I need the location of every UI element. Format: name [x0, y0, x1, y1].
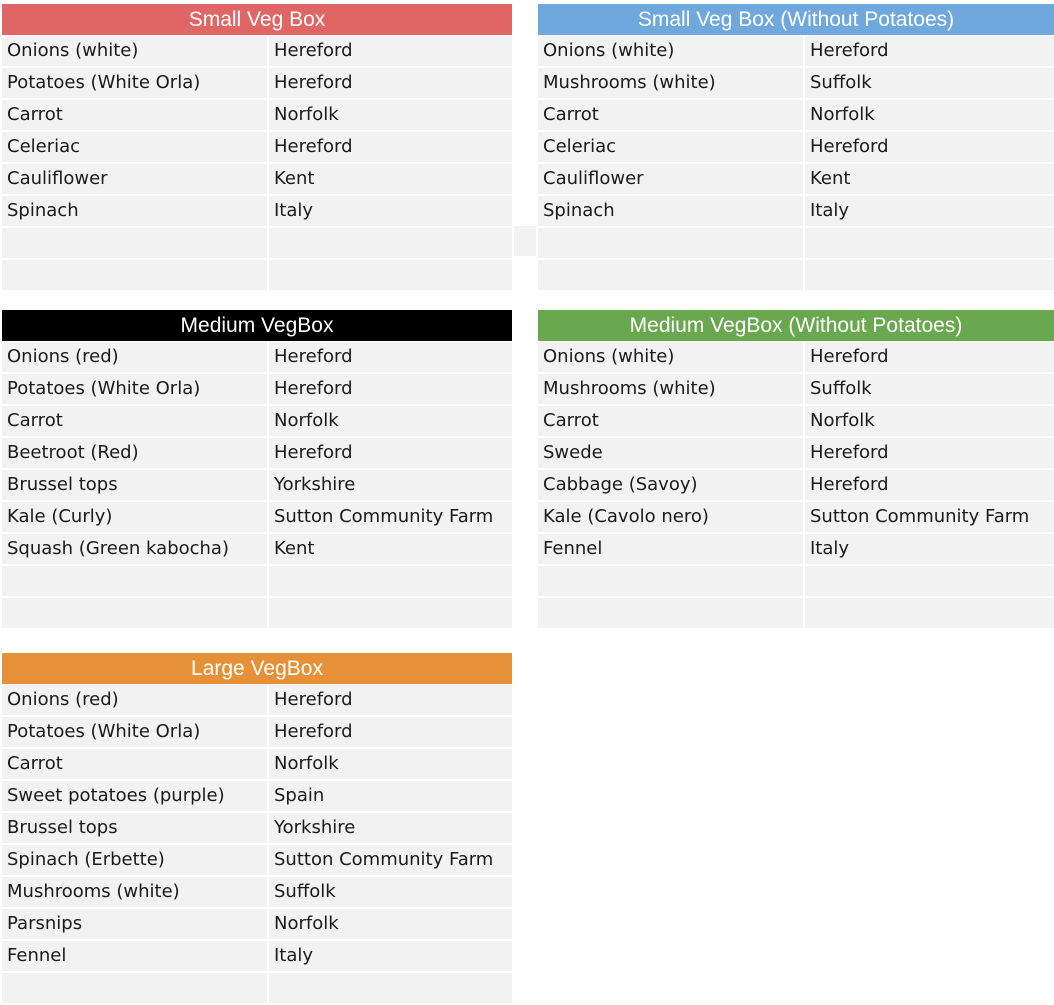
vegetable-cell[interactable]: Celeriac: [2, 132, 267, 162]
spreadsheet-cell[interactable]: [514, 226, 536, 256]
vegetable-cell[interactable]: [538, 228, 803, 258]
origin-cell[interactable]: [269, 260, 512, 290]
origin-cell[interactable]: Kent: [269, 534, 512, 564]
vegetable-cell[interactable]: Celeriac: [538, 132, 803, 162]
origin-cell[interactable]: [805, 260, 1054, 290]
table-row: [2, 598, 512, 628]
origin-cell[interactable]: Kent: [805, 164, 1054, 194]
table-row: [2, 470, 512, 500]
origin-cell[interactable]: Norfolk: [269, 749, 512, 779]
origin-cell[interactable]: Italy: [269, 941, 512, 971]
origin-cell[interactable]: Hereford: [269, 374, 512, 404]
large-vegbox-header: Large VegBox: [2, 653, 512, 684]
vegetable-cell[interactable]: Brussel tops: [2, 470, 267, 500]
vegetable-cell[interactable]: Fennel: [538, 534, 803, 564]
origin-cell[interactable]: [269, 598, 512, 628]
table-row: [2, 132, 512, 162]
origin-cell[interactable]: Hereford: [269, 342, 512, 372]
table-row: [538, 196, 1054, 226]
origin-cell[interactable]: [269, 228, 512, 258]
small-veg-box-no-potatoes-table: [538, 4, 1054, 292]
vegetable-cell[interactable]: Onions (white): [538, 36, 803, 66]
medium-vegbox-no-potatoes-header: Medium VegBox (Without Potatoes): [538, 310, 1054, 341]
origin-cell[interactable]: Norfolk: [805, 100, 1054, 130]
large-vegbox-rows: [2, 685, 512, 1003]
table-row: [2, 685, 512, 715]
vegetable-cell[interactable]: Squash (Green kabocha): [2, 534, 267, 564]
vegetable-cell[interactable]: Mushrooms (white): [538, 68, 803, 98]
origin-cell[interactable]: Hereford: [269, 36, 512, 66]
small-veg-box-rows: [2, 36, 512, 290]
table-row: [2, 260, 512, 290]
origin-cell[interactable]: [805, 598, 1054, 628]
small-veg-box-table: [2, 4, 512, 292]
vegetable-cell[interactable]: [2, 228, 267, 258]
table-row: [2, 164, 512, 194]
table-row: [538, 36, 1054, 66]
vegetable-cell[interactable]: [2, 598, 267, 628]
vegetable-cell[interactable]: Kale (Cavolo nero): [538, 502, 803, 532]
table-row: [2, 406, 512, 436]
origin-cell[interactable]: Italy: [269, 196, 512, 226]
table-row: [538, 566, 1054, 596]
vegetable-cell[interactable]: Potatoes (White Orla): [2, 374, 267, 404]
table-row: [2, 68, 512, 98]
origin-cell[interactable]: Hereford: [805, 36, 1054, 66]
origin-cell[interactable]: Suffolk: [805, 374, 1054, 404]
origin-cell[interactable]: Italy: [805, 196, 1054, 226]
vegetable-cell[interactable]: [538, 260, 803, 290]
vegetable-cell[interactable]: Carrot: [538, 406, 803, 436]
vegetable-cell[interactable]: Swede: [538, 438, 803, 468]
vegetable-cell[interactable]: Onions (red): [2, 685, 267, 715]
vegetable-cell[interactable]: [2, 973, 267, 1003]
vegetable-cell[interactable]: Cabbage (Savoy): [538, 470, 803, 500]
table-row: [538, 260, 1054, 290]
origin-cell[interactable]: Hereford: [269, 132, 512, 162]
origin-cell[interactable]: Italy: [805, 534, 1054, 564]
small-veg-box-header: Small Veg Box: [2, 4, 512, 35]
vegetable-cell[interactable]: Kale (Curly): [2, 502, 267, 532]
table-row: [2, 36, 512, 66]
origin-cell[interactable]: Hereford: [805, 438, 1054, 468]
vegetable-cell[interactable]: Brussel tops: [2, 813, 267, 843]
table-row: [538, 598, 1054, 628]
vegetable-cell[interactable]: Carrot: [2, 749, 267, 779]
vegetable-cell[interactable]: [2, 260, 267, 290]
vegetable-cell[interactable]: Mushrooms (white): [2, 877, 267, 907]
large-vegbox-table: [2, 653, 512, 1005]
vegetable-cell[interactable]: Parsnips: [2, 909, 267, 939]
small-veg-box-no-potatoes-header: Small Veg Box (Without Potatoes): [538, 4, 1054, 35]
vegetable-cell[interactable]: Carrot: [2, 406, 267, 436]
vegetable-cell[interactable]: [2, 566, 267, 596]
vegetable-cell[interactable]: Carrot: [2, 100, 267, 130]
vegetable-cell[interactable]: Mushrooms (white): [538, 374, 803, 404]
vegetable-cell[interactable]: Cauliflower: [538, 164, 803, 194]
table-row: [538, 534, 1054, 564]
origin-cell[interactable]: [805, 228, 1054, 258]
table-row: [538, 406, 1054, 436]
vegetable-cell[interactable]: Onions (red): [2, 342, 267, 372]
table-row: [2, 877, 512, 907]
origin-cell[interactable]: Norfolk: [269, 100, 512, 130]
vegetable-cell[interactable]: Spinach (Erbette): [2, 845, 267, 875]
vegetable-cell[interactable]: Potatoes (White Orla): [2, 68, 267, 98]
origin-cell[interactable]: [269, 973, 512, 1003]
table-row: [2, 749, 512, 779]
table-row: [538, 502, 1054, 532]
medium-vegbox-no-potatoes-table: [538, 310, 1054, 630]
origin-cell[interactable]: [269, 566, 512, 596]
origin-cell[interactable]: Hereford: [269, 685, 512, 715]
medium-vegbox-table: [2, 310, 512, 630]
vegetable-cell[interactable]: [538, 598, 803, 628]
medium-vegbox-rows: [2, 342, 512, 628]
vegetable-cell[interactable]: Spinach: [538, 196, 803, 226]
table-row: [2, 100, 512, 130]
vegetable-cell[interactable]: Cauliflower: [2, 164, 267, 194]
table-row: [538, 374, 1054, 404]
vegetable-cell[interactable]: Spinach: [2, 196, 267, 226]
table-row: [2, 717, 512, 747]
origin-cell[interactable]: Kent: [269, 164, 512, 194]
table-row: [538, 100, 1054, 130]
vegetable-cell[interactable]: [538, 566, 803, 596]
medium-vegbox-no-potatoes-rows: [538, 342, 1054, 628]
table-row: [2, 438, 512, 468]
table-row: [2, 941, 512, 971]
table-row: [2, 909, 512, 939]
table-row: [2, 342, 512, 372]
origin-cell[interactable]: Spain: [269, 781, 512, 811]
vegetable-cell[interactable]: Potatoes (White Orla): [2, 717, 267, 747]
table-row: [538, 68, 1054, 98]
origin-cell[interactable]: Norfolk: [269, 406, 512, 436]
vegetable-cell[interactable]: Onions (white): [538, 342, 803, 372]
vegetable-cell[interactable]: Sweet potatoes (purple): [2, 781, 267, 811]
table-row: [2, 813, 512, 843]
origin-cell[interactable]: Yorkshire: [269, 470, 512, 500]
origin-cell[interactable]: Yorkshire: [269, 813, 512, 843]
table-row: [2, 196, 512, 226]
origin-cell[interactable]: Norfolk: [805, 406, 1054, 436]
table-row: [2, 566, 512, 596]
table-row: [2, 973, 512, 1003]
table-row: [538, 342, 1054, 372]
origin-cell[interactable]: [805, 566, 1054, 596]
origin-cell[interactable]: Sutton Community Farm: [805, 502, 1054, 532]
small-veg-box-no-potatoes-rows: [538, 36, 1054, 290]
origin-cell[interactable]: Hereford: [269, 717, 512, 747]
table-row: [538, 228, 1054, 258]
origin-cell[interactable]: Sutton Community Farm: [269, 502, 512, 532]
origin-cell[interactable]: Norfolk: [269, 909, 512, 939]
table-row: [538, 438, 1054, 468]
origin-cell[interactable]: Hereford: [805, 342, 1054, 372]
table-row: [538, 164, 1054, 194]
table-row: [2, 534, 512, 564]
origin-cell[interactable]: Hereford: [805, 470, 1054, 500]
origin-cell[interactable]: Hereford: [805, 132, 1054, 162]
table-row: [538, 470, 1054, 500]
origin-cell[interactable]: Sutton Community Farm: [269, 845, 512, 875]
origin-cell[interactable]: Hereford: [269, 438, 512, 468]
medium-vegbox-header: Medium VegBox: [2, 310, 512, 341]
origin-cell[interactable]: Suffolk: [805, 68, 1054, 98]
vegetable-cell[interactable]: Onions (white): [2, 36, 267, 66]
table-row: [538, 132, 1054, 162]
origin-cell[interactable]: Hereford: [269, 68, 512, 98]
vegetable-cell[interactable]: Fennel: [2, 941, 267, 971]
origin-cell[interactable]: Suffolk: [269, 877, 512, 907]
vegetable-cell[interactable]: Beetroot (Red): [2, 438, 267, 468]
vegetable-cell[interactable]: Carrot: [538, 100, 803, 130]
table-row: [2, 374, 512, 404]
table-row: [2, 781, 512, 811]
table-row: [2, 228, 512, 258]
table-row: [2, 845, 512, 875]
table-row: [2, 502, 512, 532]
